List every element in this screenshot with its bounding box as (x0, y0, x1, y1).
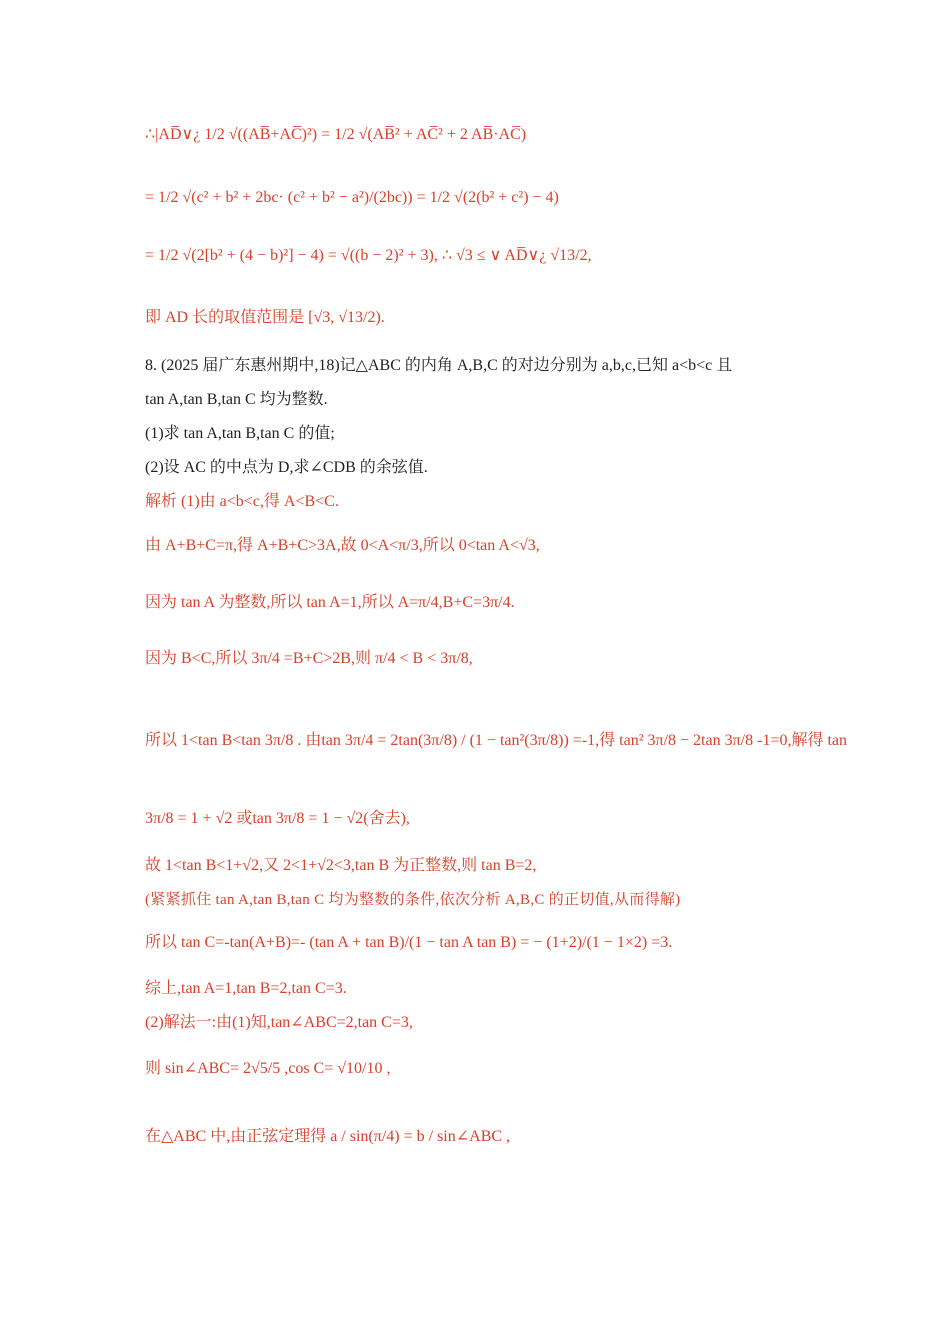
text-line: 因为 B<C,所以 3π/4 =B+C>2B,则 π/4 < B < 3π/8, (145, 650, 473, 667)
text-line: 在△ABC 中,由正弦定理得 a / sin(π/4) = b / sin∠ABC , (145, 1128, 511, 1145)
text-line: ∴|AD̅∨¿ 1/2 √((AB̅+AC̅)²) = 1/2 √(AB̅² + AC̅² + 2 AB̅·AC̅) (145, 126, 527, 143)
text-line: = 1/2 √(c² + b² + 2bc· (c² + b² − a²)/(2bc)) = 1/2 √(2(b² + c²) − 4) (145, 189, 559, 206)
text-line: 3π/8 = 1 + √2 或tan 3π/8 = 1 − √2(舍去), (145, 810, 410, 827)
text-line: 因为 tan A 为整数,所以 tan A=1,所以 A=π/4,B+C=3π/4. (145, 594, 515, 611)
text-line: (2)解法一:由(1)知,tan∠ABC=2,tan C=3, (145, 1014, 413, 1031)
text-line: 综上,tan A=1,tan B=2,tan C=3. (145, 980, 347, 997)
text-line: 则 sin∠ABC= 2√5/5 ,cos C= √10/10 , (145, 1060, 391, 1077)
text-line: 由 A+B+C=π,得 A+B+C>3A,故 0<A<π/3,所以 0<tan A<√3, (145, 537, 540, 554)
text-line: 即 AD 长的取值范围是 [√3, √13/2). (145, 309, 385, 326)
text-line: (2)设 AC 的中点为 D,求∠CDB 的余弦值. (145, 459, 428, 476)
text-line: (1)求 tan A,tan B,tan C 的值; (145, 425, 335, 442)
text-line: 所以 1<tan B<tan 3π/8 . 由tan 3π/4 = 2tan(3π/8) / (1 − tan²(3π/8)) =-1,得 tan² 3π/8 − 2tan 3π/8 -1=0,解得 tan (145, 732, 848, 749)
text-line: = 1/2 √(2[b² + (4 − b)²] − 4) = √((b − 2)² + 3), ∴ √3 ≤ ∨ AD̅∨¿ √13/2, (145, 247, 592, 264)
text-line: 所以 tan C=-tan(A+B)=- (tan A + tan B)/(1 − tan A tan B) = − (1+2)/(1 − 1×2) =3. (145, 934, 673, 951)
text-line: 8. (2025 届广东惠州期中,18)记△ABC 的内角 A,B,C 的对边分别为 a,b,c,已知 a<b<c 且 (145, 357, 733, 374)
text-line: tan A,tan B,tan C 均为整数. (145, 391, 328, 408)
text-line: 解析 (1)由 a<b<c,得 A<B<C. (145, 493, 339, 510)
text-line: (紧紧抓住 tan A,tan B,tan C 均为整数的条件,依次分析 A,B,C 的正切值,从而得解) (145, 892, 681, 908)
text-line: 故 1<tan B<1+√2,又 2<1+√2<3,tan B 为正整数,则 tan B=2, (145, 857, 537, 874)
